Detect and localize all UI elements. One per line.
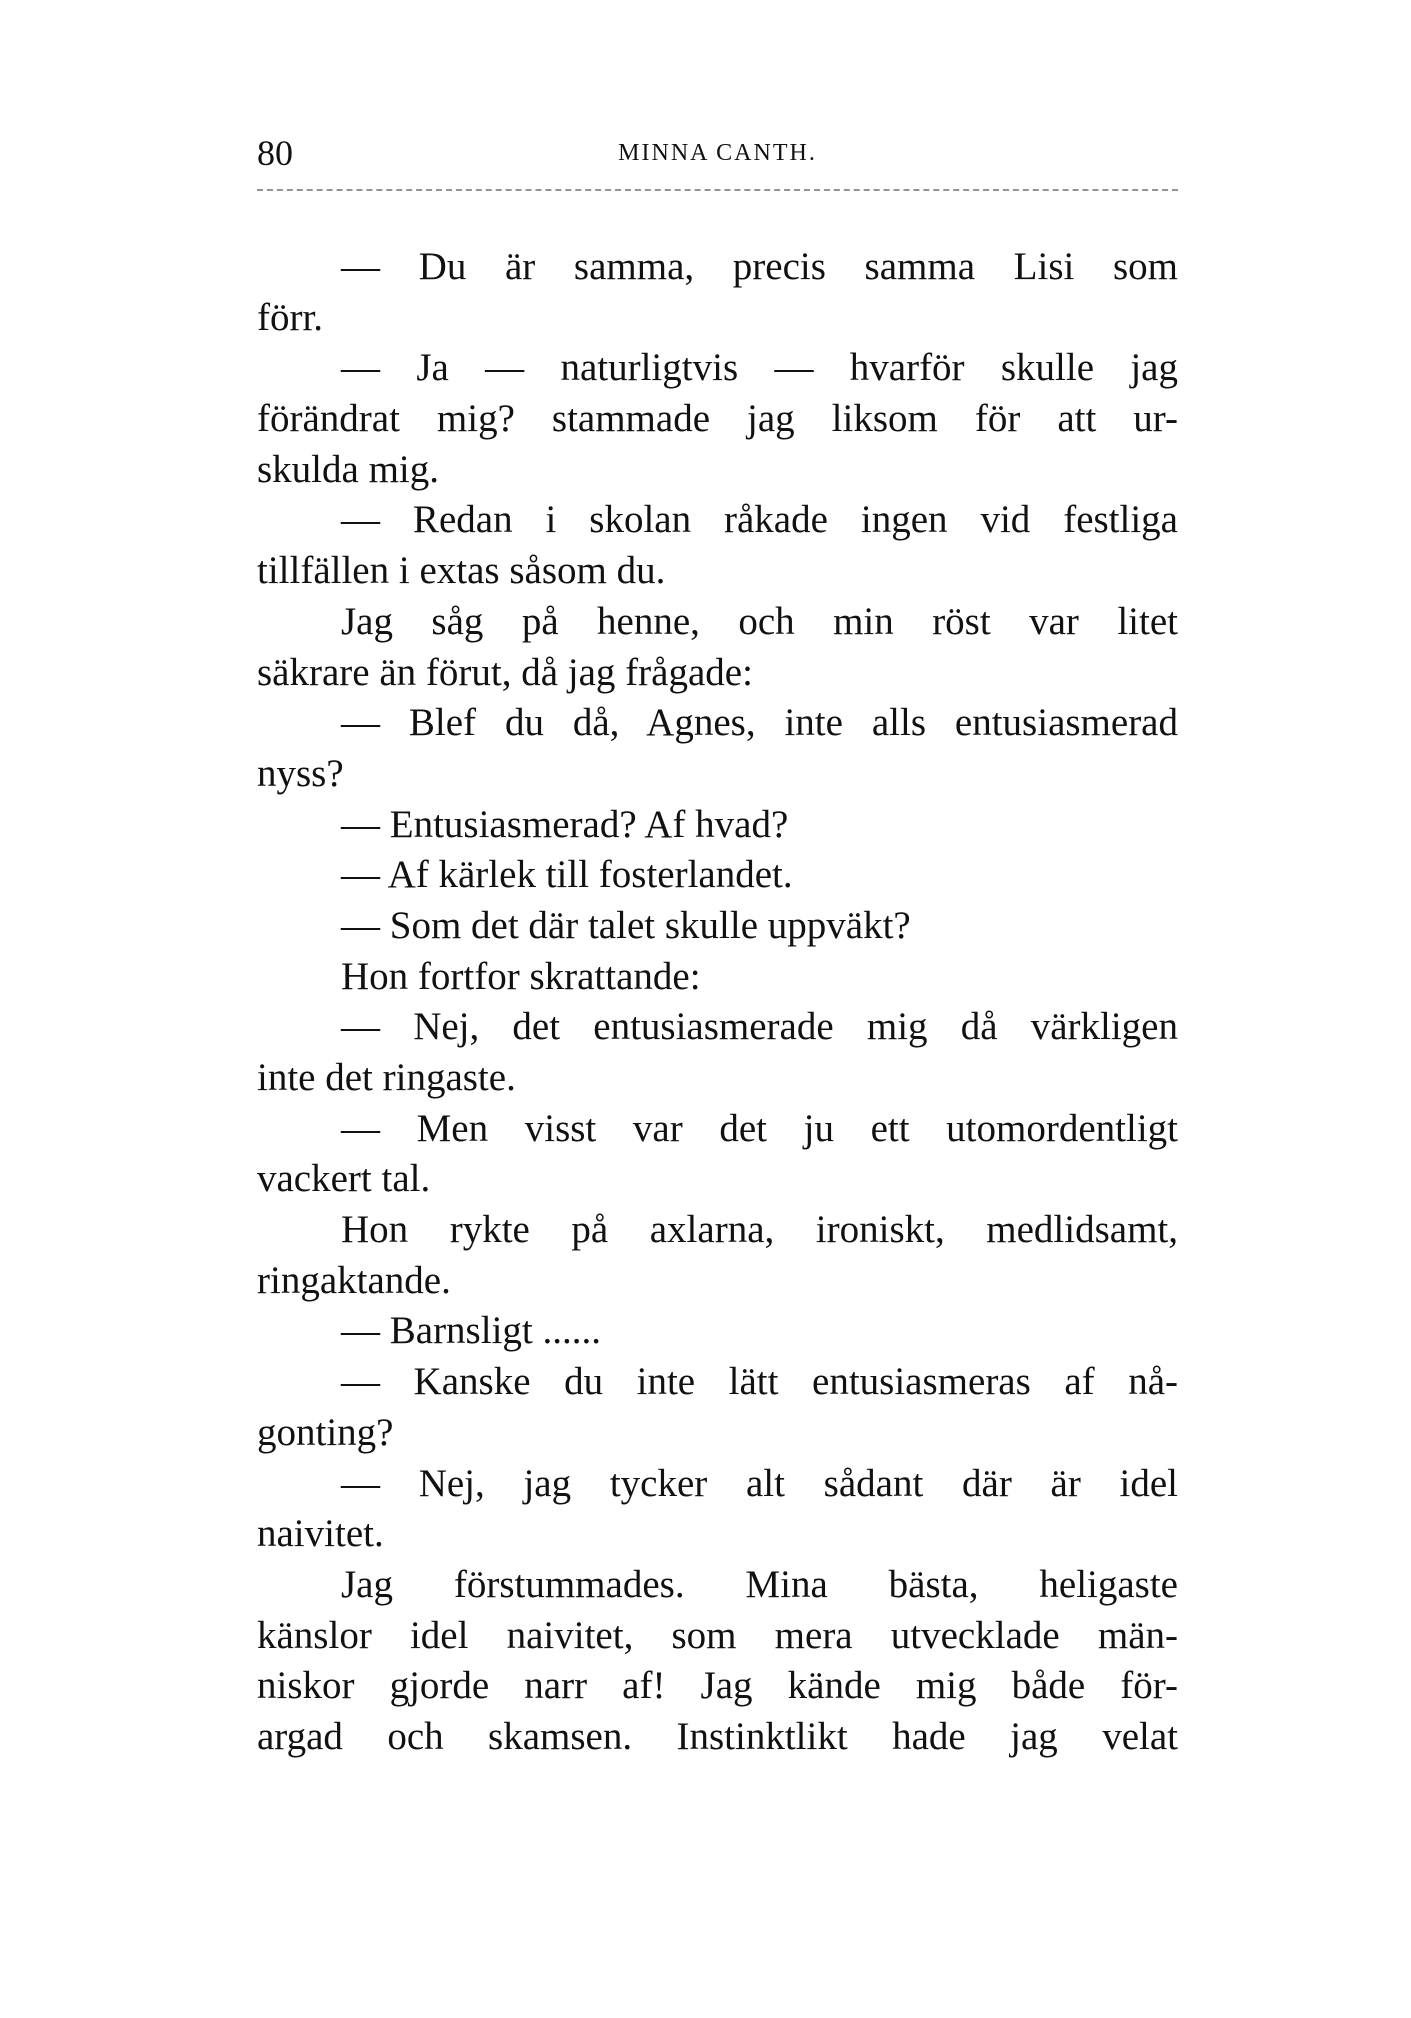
text-line: — Entusiasmerad? Af hvad? [341,802,789,846]
page-number: 80 [257,133,293,173]
text-line: — Nej, det entusiasmerade mig då värkligen [341,1005,1178,1049]
text-line: Hon fortfor skrattande: [341,954,701,998]
paragraph [257,1560,1178,1763]
paragraph [257,901,1178,952]
page-header [257,132,1178,176]
paragraph [257,597,1178,698]
text-line: tillfällen i extas såsom du. [257,549,666,593]
text-line: — Af kärlek till fosterlandet. [341,853,793,897]
paragraph [257,1205,1178,1306]
paragraph [257,800,1178,851]
text-line: förändrat mig? stammade jag liksom för att ur- [257,397,1178,441]
paragraph [257,495,1178,596]
text-line: förr. [257,295,324,339]
text-line: inte det ringaste. [257,1056,516,1099]
text-line: gonting? [257,1410,394,1454]
paragraph [257,850,1178,901]
paragraph [257,698,1178,799]
text-line: — Barnsligt ...... [341,1309,601,1353]
header-rule [257,189,1178,191]
text-line: vackert tal. [257,1157,431,1201]
text-line: Jag såg på henne, och min röst var litet [341,599,1178,643]
text-line: — Blef du då, Agnes, inte alls entusiasmerad [341,701,1178,745]
text-line: niskor gjorde narr af! Jag kände mig både för- [257,1664,1178,1708]
paragraph [257,952,1178,1003]
paragraph [257,1459,1178,1560]
text-line: ringaktande. [257,1258,451,1302]
text-line: — Nej, jag tycker alt sådant där är idel [341,1461,1178,1505]
text-line: känslor idel naivitet, som mera utvecklade män- [257,1613,1178,1657]
paragraph [257,242,1178,343]
text-line: — Som det där talet skulle uppväkt? [341,903,911,947]
running-title: MINNA CANTH. [618,140,817,166]
text-line: — Kanske du inte lätt entusiasmeras af nå- [341,1360,1178,1404]
text-line: nyss? [257,751,344,795]
text-line: skulda mig. [257,447,439,491]
text-line: naivitet. [257,1512,384,1556]
text-line: argad och skamsen. Instinktlikt hade jag velat [257,1714,1178,1758]
text-line: Hon rykte på axlarna, ironiskt, medlidsamt, [341,1208,1178,1252]
paragraph [257,1306,1178,1357]
paragraph [257,1002,1178,1103]
paragraph [257,1357,1178,1458]
text-line: — Men visst var det ju ett utomordentligt [341,1106,1178,1150]
text-line: — Redan i skolan råkade ingen vid festliga [341,498,1178,542]
body-text [257,242,1178,1763]
text-line: — Du är samma, precis samma Lisi som [341,245,1178,288]
text-line: — Ja — naturligtvis — hvarför skulle jag [341,346,1178,390]
paragraph [257,1104,1178,1205]
paragraph [257,343,1178,495]
text-line: Jag förstummades. Mina bästa, heligaste [341,1562,1178,1606]
text-line: säkrare än förut, då jag frågade: [257,650,753,694]
